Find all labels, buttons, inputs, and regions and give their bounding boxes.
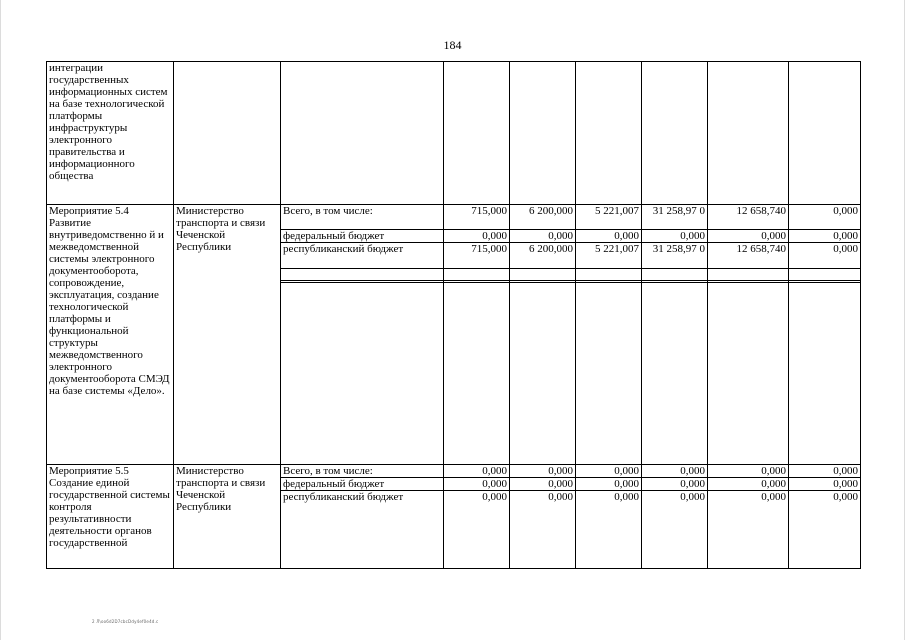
value-cell: 0,000 <box>642 491 708 569</box>
source-cell <box>281 62 444 205</box>
value-cell: 0,000 <box>510 230 576 243</box>
measure-cell: интеграции государственных информационных систем на базе технологической платформы инфраструктуры электронного правительства и информационного общества <box>47 62 174 205</box>
value-cell <box>576 269 642 281</box>
value-cell: 12 658,740 <box>708 205 789 230</box>
source-cell: Всего, в том числе: <box>281 205 444 230</box>
value-cell <box>510 269 576 281</box>
value-cell: 0,000 <box>510 478 576 491</box>
value-cell: 0,000 <box>444 478 510 491</box>
value-cell: 715,000 <box>444 205 510 230</box>
value-cell: 6 200,000 <box>510 205 576 230</box>
value-cell: 12 658,740 <box>708 243 789 269</box>
value-cell: 0,000 <box>444 465 510 478</box>
executor-cell <box>174 62 281 205</box>
value-cell <box>708 269 789 281</box>
value-cell: 715,000 <box>444 243 510 269</box>
value-cell: 0,000 <box>708 230 789 243</box>
value-cell: 0,000 <box>444 230 510 243</box>
executor-cell: Министерство транспорта и связи Чеченской Республики <box>174 465 281 569</box>
measure-cell: Мероприятие 5.4 Развитие внутриведомственно й и межведомственной системы электронного документооборота, сопровождение, эксплуатация, создание технологической платформы и функциональной структуры межведомственного электронного документооборота СМЭД на базе системы «Дело». <box>47 205 174 465</box>
value-cell <box>642 269 708 281</box>
footer-document-code: 2 Л\oo6d2D7cbcDdy4ef0e4d.c <box>92 619 159 624</box>
value-cell: 0,000 <box>576 230 642 243</box>
source-cell: федеральный бюджет <box>281 478 444 491</box>
value-cell: 0,000 <box>642 465 708 478</box>
value-cell: 5 221,007 <box>576 243 642 269</box>
source-cell: республиканский бюджет <box>281 243 444 269</box>
value-cell: 0,000 <box>642 478 708 491</box>
source-cell: федеральный бюджет <box>281 230 444 243</box>
value-cell: 0,000 <box>708 465 789 478</box>
source-cell: Всего, в том числе: <box>281 465 444 478</box>
value-cell: 0,000 <box>789 465 861 478</box>
table-row <box>47 465 861 478</box>
value-cell: 5 221,007 <box>576 205 642 230</box>
value-cell: 0,000 <box>789 230 861 243</box>
table-row <box>47 62 861 205</box>
page-number: 184 <box>443 38 462 52</box>
value-cell: 0,000 <box>789 205 861 230</box>
value-cell: 31 258,97 0 <box>642 243 708 269</box>
value-cell: 0,000 <box>789 243 861 269</box>
value-cell: 0,000 <box>642 230 708 243</box>
measure-cell: Мероприятие 5.5 Создание единой государственной системы контроля результативности деятельности органов государственной <box>47 465 174 569</box>
executor-cell: Министерство транспорта и связи Чеченской Республики <box>174 205 281 465</box>
value-cell: 0,000 <box>708 491 789 569</box>
value-cell <box>789 269 861 281</box>
value-cell: 0,000 <box>444 491 510 569</box>
value-cell: 0,000 <box>789 478 861 491</box>
source-cell: республиканский бюджет <box>281 491 444 569</box>
budget-table <box>46 61 861 569</box>
table-row <box>47 205 861 230</box>
value-cell: 31 258,97 0 <box>642 205 708 230</box>
source-cell <box>281 269 444 281</box>
value-cell: 0,000 <box>510 491 576 569</box>
value-cell: 0,000 <box>576 491 642 569</box>
value-cell: 0,000 <box>576 478 642 491</box>
value-cell: 0,000 <box>708 478 789 491</box>
value-cell: 0,000 <box>789 491 861 569</box>
page-edge-left <box>0 0 1 640</box>
value-cell: 0,000 <box>510 465 576 478</box>
value-cell <box>444 269 510 281</box>
value-cell: 6 200,000 <box>510 243 576 269</box>
value-cell: 0,000 <box>576 465 642 478</box>
